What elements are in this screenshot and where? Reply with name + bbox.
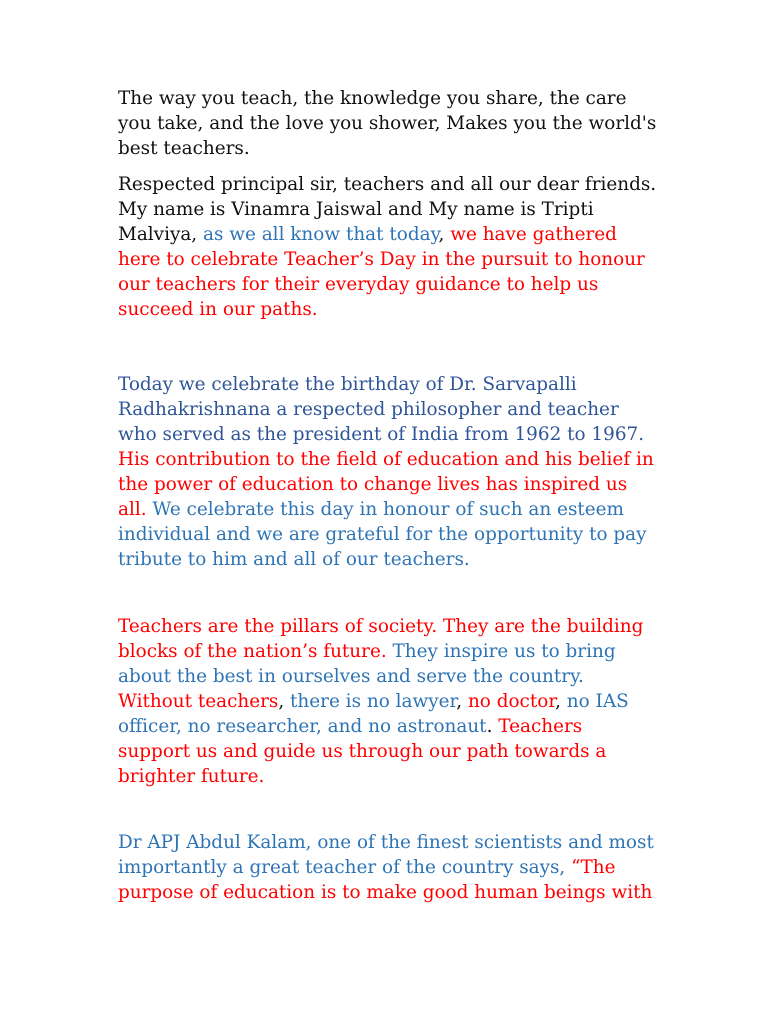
- paragraph-pillars-of-society: [118, 614, 658, 789]
- text-run: ,: [555, 691, 567, 712]
- text-run: Dr APJ Abdul Kalam, one of the finest scientists and most importantly a great teacher of the country says,: [118, 832, 654, 878]
- text-run: ,: [278, 691, 291, 712]
- text-run: His contribution to the field of education and his belief in the power of education to change lives has inspired us all.: [118, 449, 654, 520]
- text-run: as we all know that today: [203, 224, 439, 245]
- text-run: ,: [456, 691, 468, 712]
- paragraph-kalam-quote: [118, 830, 658, 905]
- text-run: ,: [438, 224, 451, 245]
- text-run: Without teachers: [118, 691, 279, 712]
- text-run: Today we celebrate the birthday of Dr. Sarvapalli Radhakrishnana a respected philosopher and teacher who served as the president of India from 1962 to 1967.: [118, 374, 645, 445]
- text-run: They inspire us to bring about the best in ourselves and serve the country.: [118, 641, 616, 687]
- text-run: Teachers are the pillars of society. They are the building blocks of the nation’s future.: [118, 616, 644, 662]
- text-run: “The purpose of education is to make good human beings with: [118, 857, 653, 903]
- text-run: We celebrate this day in honour of such an esteem individual and we are grateful for the opportunity to pay tribute to him and all of our teachers.: [118, 499, 647, 570]
- text-run: Respected principal sir, teachers and all our dear friends. My name is Vinamra Jaiswal and My name is Tripti Malviya,: [118, 174, 657, 245]
- text-run: no IAS officer, no researcher, and no astronaut: [118, 691, 629, 737]
- text-run: .: [486, 716, 499, 737]
- text-run: no doctor: [467, 691, 556, 712]
- text-run: The way you teach, the knowledge you share, the care you take, and the love you shower, Makes you the world's best teachers.: [118, 88, 657, 159]
- text-run: there is no lawyer: [290, 691, 457, 712]
- paragraph-radhakrishnan: [118, 372, 658, 572]
- text-run: Teachers support us and guide us through our path towards a brighter future.: [118, 716, 607, 787]
- text-run: we have gathered here to celebrate Teacher’s Day in the pursuit to honour our teachers for their everyday guidance to help us succeed in our paths.: [118, 224, 645, 320]
- paragraph-greeting: [118, 172, 658, 322]
- document-page: [118, 86, 658, 905]
- paragraph-opening-quote: [118, 86, 658, 161]
